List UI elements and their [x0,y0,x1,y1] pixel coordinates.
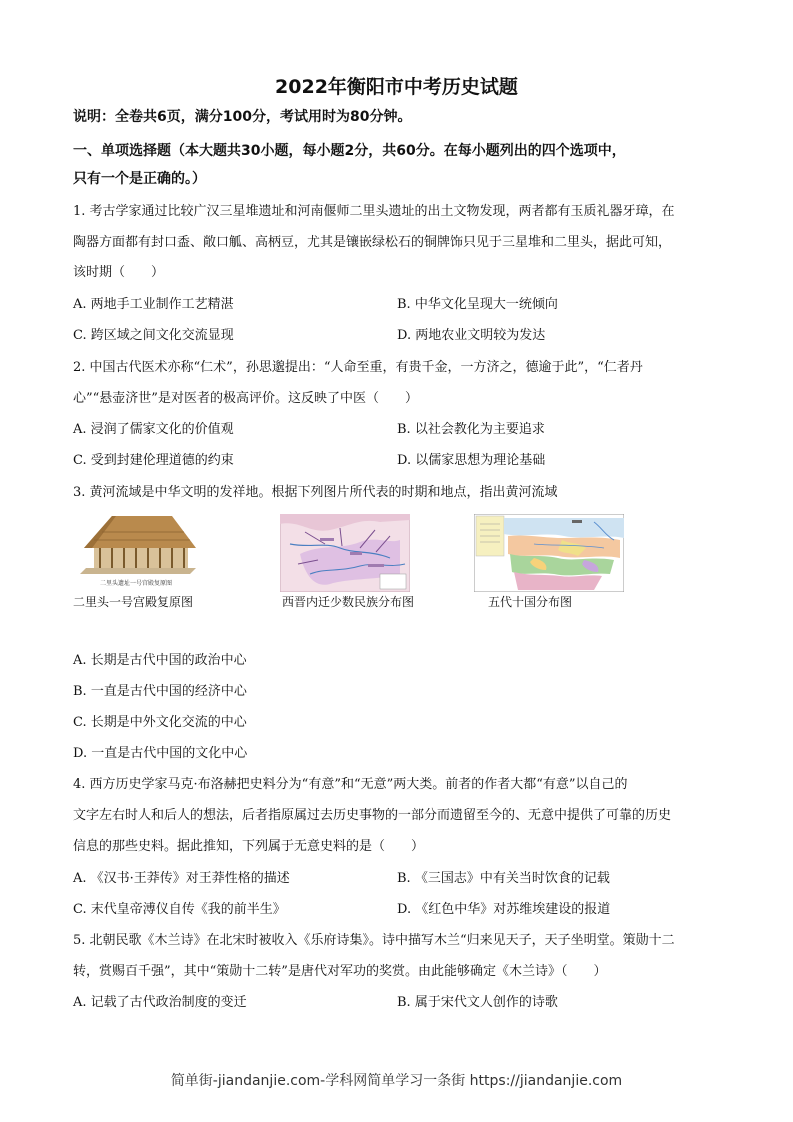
five-dynasties-map-image [474,514,624,592]
q4-stem-line3: 信息的那些史料。据此推知，下列属于无意史料的是（ ） [73,839,425,854]
palace-reconstruction-image [72,512,200,592]
q4-stem-line1: 4. 西方历史学家马克·布洛赫把史料分为“有意”和“无意”两大类。前者的作者大都“有意”以自己的 [73,777,628,792]
q5-stem-line1: 5. 北朝民歌《木兰诗》在北宋时被收入《乐府诗集》。诗中描写木兰“归来见天子，天子坐明堂。策勋十二 [73,933,675,948]
q2-stem-line1: 2. 中国古代医术亦称“仁术”，孙思邈提出：“人命至重，有贵千金，一方济之，德逾于此”，“仁者丹 [73,360,643,375]
q3-option-b: B. 一直是古代中国的经济中心 [73,684,247,699]
section-heading-line1: 一、单项选择题（本大题共30小题，每小题2分，共60分。在每小题列出的四个选项中， [73,143,626,159]
q5-stem-line2: 转，赏赐百千强”，其中“策勋十二转”是唐代对军功的奖赏。由此能够确定《木兰诗》（ ） [73,964,607,979]
q4-option-d: D. 《红色中华》对苏维埃建设的报道 [397,902,611,917]
q1-stem-line2: 陶器方面都有封口盉、敞口觚、高柄豆，尤其是镶嵌绿松石的铜牌饰只见于三星堆和二里头，据此可知， [73,235,672,250]
q1-stem-line3: 该时期（ ） [73,265,165,280]
footer-watermark[interactable]: 简单街-jiandanjie.com-学科网简单学习一条街 https://jiandanjie.com [170,1073,623,1089]
q1-option-d: D. 两地农业文明较为发达 [397,328,546,343]
figure1-caption: 二里头一号宫殿复原图 [73,595,194,609]
q2-option-a: A. 浸润了儒家文化的价值观 [73,422,234,437]
figure3-caption: 五代十国分布图 [488,595,573,609]
q3-option-c: C. 长期是中外文化交流的中心 [73,715,247,730]
palace-image-inner-label: 二里头遗址一号宫殿复原图 [99,580,173,587]
q2-option-b: B. 以社会教化为主要追求 [397,422,545,437]
figure2-caption: 西晋内迁少数民族分布图 [282,595,415,609]
q5-option-a: A. 记载了古代政治制度的变迁 [73,995,247,1010]
western-jin-map-image [280,514,410,592]
q3-option-a: A. 长期是古代中国的政治中心 [73,653,247,668]
q5-option-b: B. 属于宋代文人创作的诗歌 [397,995,558,1010]
q1-stem-line1: 1. 考古学家通过比较广汉三星堆遗址和河南偃师二里头遗址的出土文物发现，两者都有玉质礼器牙璋，在 [73,204,675,219]
q2-option-d: D. 以儒家思想为理论基础 [397,453,546,468]
q1-option-b: B. 中华文化呈现大一统倾向 [397,297,558,312]
q4-stem-line2: 文字左右时人和后人的想法，后者指原属过去历史事物的一部分而遗留至今的、无意中提供了可靠的历史 [73,808,672,823]
q1-option-c: C. 跨区域之间文化交流显现 [73,328,234,343]
q4-option-c: C. 末代皇帝溥仪自传《我的前半生》 [73,902,286,917]
section-heading-line2: 只有一个是正确的。） [73,171,206,187]
q3-stem-line1: 3. 黄河流域是中华文明的发祥地。根据下列图片所代表的时期和地点，指出黄河流域 [73,485,558,500]
q1-option-a: A. 两地手工业制作工艺精湛 [73,297,234,312]
q2-stem-line2: 心”“悬壶济世”是对医者的极高评价。这反映了中医（ ） [73,391,418,406]
q2-option-c: C. 受到封建伦理道德的约束 [73,453,234,468]
exam-instructions: 说明：全卷共6页，满分100分，考试用时为80分钟。 [73,109,412,125]
q3-option-d: D. 一直是古代中国的文化中心 [73,746,248,761]
page-title: 2022年衡阳市中考历史试题 [275,76,518,98]
q4-option-a: A. 《汉书·王莽传》对王莽性格的描述 [73,871,290,886]
q4-option-b: B. 《三国志》中有关当时饮食的记载 [397,871,610,886]
